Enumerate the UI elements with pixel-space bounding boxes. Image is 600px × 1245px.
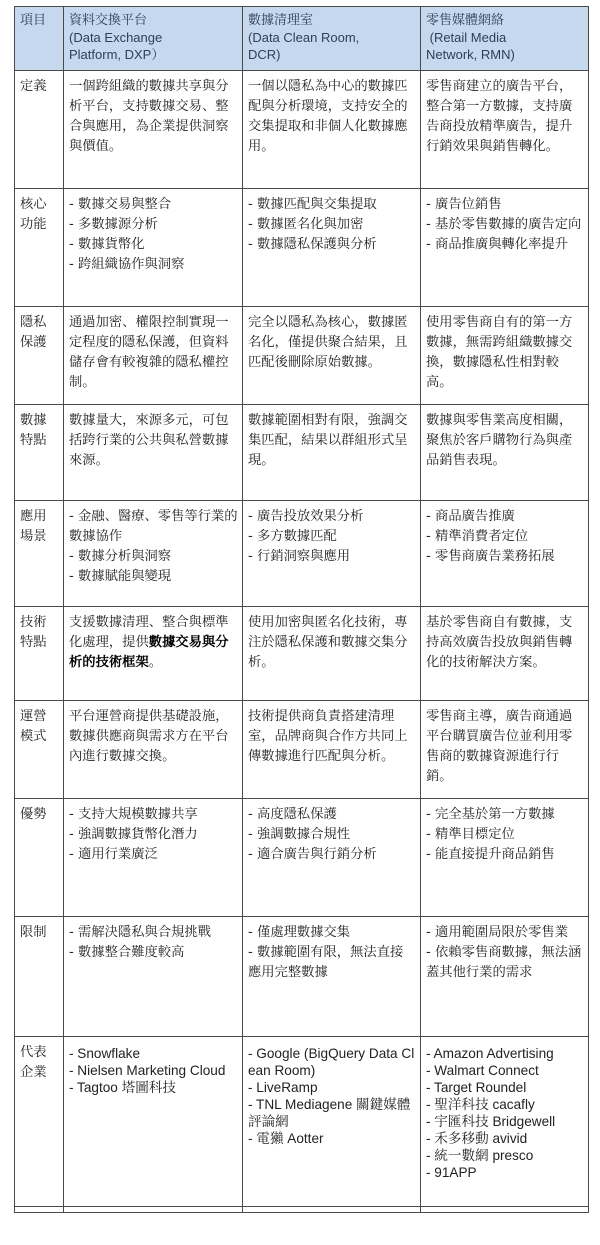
row-tech [15, 607, 589, 701]
header-dxp-cn: 資料交換平台 [69, 13, 148, 28]
row-limits-dxp [64, 917, 243, 1037]
row-operation [15, 701, 589, 799]
list-item: - 聖洋科技 cacafly [426, 1097, 535, 1112]
list-item: - 電獺 Aotter [248, 1131, 324, 1146]
row-advantages-label: 優勢 [15, 799, 64, 917]
list-item: - 數據匿名化與加密 [248, 217, 364, 232]
list-item: - 廣告位銷售 [426, 197, 502, 212]
header-dcr-en2: DCR) [248, 47, 281, 62]
row-privacy-label: 隱私保護 [15, 307, 64, 405]
row-privacy-dcr: 完全以隱私為核心，數據匿名化，僅提供聚合結果，且匹配後刪除原始數據。 [243, 307, 421, 405]
list-item: - 91APP [426, 1165, 477, 1180]
list-item: - 數據整合難度較高 [69, 945, 185, 960]
list-item: - 依賴零售商數據，無法涵蓋其他行業的需求 [426, 945, 582, 980]
row-privacy [15, 307, 589, 405]
list-item: - 金融、醫療、零售等行業的數據協作 [69, 509, 238, 544]
list-item: - 適用行業廣泛 [69, 847, 158, 862]
header-dcr-cn: 數據清理室 [248, 13, 314, 28]
row-definition-dxp: 一個跨組織的數據共享與分析平台，支持數據交易、整合與應用，為企業提供洞察與價值。 [64, 71, 243, 189]
row-core-dxp [64, 189, 243, 307]
list-item: - 強調數據合規性 [248, 827, 351, 842]
row-use-cases-dcr [243, 501, 421, 607]
header-row [15, 7, 589, 71]
list-item: - 行銷洞察與應用 [248, 549, 351, 564]
list-item: - 數據分析與洞察 [69, 549, 172, 564]
empty-cell [243, 1207, 421, 1213]
header-rmn-cn: 零售媒體網絡 [426, 13, 505, 28]
header-dcr [243, 7, 421, 71]
row-data-traits-dcr: 數據範圍相對有限，強調交集匹配，結果以群組形式呈現。 [243, 405, 421, 501]
list-item: - 宇匯科技 Bridgewell [426, 1114, 556, 1129]
list-item: - 零售商廣告業務拓展 [426, 549, 555, 564]
list-item: - LiveRamp [248, 1080, 318, 1095]
empty-cell [15, 1207, 64, 1213]
row-core-dcr [243, 189, 421, 307]
row-use-cases-rmn [421, 501, 589, 607]
row-vendors-dxp [64, 1037, 243, 1207]
row-core-label: 核心功能 [15, 189, 64, 307]
list-item: - Walmart Connect [426, 1063, 539, 1078]
list-item: - 強調數據貨幣化潛力 [69, 827, 198, 842]
header-dxp-en2: Platform, DXP） [69, 47, 165, 62]
row-data-traits-rmn: 數據與零售業高度相關，聚焦於客戶購物行為與產品銷售表現。 [421, 405, 589, 501]
list-item: - 完全基於第一方數據 [426, 807, 555, 822]
row-advantages [15, 799, 589, 917]
row-advantages-dcr [243, 799, 421, 917]
row-core-rmn [421, 189, 589, 307]
row-vendors-rmn [421, 1037, 589, 1207]
row-tech-dcr: 使用加密與匿名化技術，專注於隱私保護和數據交集分析。 [243, 607, 421, 701]
list-item: - 禾多移動 avivid [426, 1131, 528, 1146]
list-item: - 數據隱私保護與分析 [248, 237, 377, 252]
row-advantages-rmn [421, 799, 589, 917]
header-rmn-en2: Network, RMN) [426, 47, 515, 62]
list-item: - 能直接提升商品銷售 [426, 847, 555, 862]
row-empty [15, 1207, 589, 1213]
list-item: - Snowflake [69, 1046, 141, 1061]
list-item: - Nielsen Marketing Cloud [69, 1063, 226, 1078]
list-item: - Amazon Advertising [426, 1046, 554, 1061]
row-limits-rmn [421, 917, 589, 1037]
list-item: - 精準消費者定位 [426, 529, 529, 544]
row-tech-rmn: 基於零售商自有數據，支持高效廣告投放與銷售轉化的技術解決方案。 [421, 607, 589, 701]
tech-dxp-emphasis: 數據交易與分析的技術框架 [69, 635, 229, 670]
header-item-label: 項目 [20, 13, 47, 28]
row-use-cases-dxp [64, 501, 243, 607]
row-use-cases [15, 501, 589, 607]
row-data-traits-dxp: 數據量大，來源多元，可包括跨行業的公共與私營數據來源。 [64, 405, 243, 501]
row-definition-dcr: 一個以隱私為中心的數據匹配與分析環境，支持安全的交集提取和非個人化數據應用。 [243, 71, 421, 189]
list-item: - 高度隱私保護 [248, 807, 337, 822]
list-item: - 多方數據匹配 [248, 529, 337, 544]
list-item: - 數據範圍有限，無法直接應用完整數據 [248, 945, 404, 980]
list-item: - 適合廣告與行銷分析 [248, 847, 377, 862]
list-item: - 基於零售數據的廣告定向 [426, 217, 582, 232]
row-definition [15, 71, 589, 189]
list-item: - 適用範圍局限於零售業 [426, 925, 568, 940]
row-definition-rmn: 零售商建立的廣告平台，整合第一方數據，支持廣告商投放精準廣告，提升行銷效果與銷售轉化。 [421, 71, 589, 189]
list-item: - 僅處理數據交集 [248, 925, 351, 940]
row-limits-dcr [243, 917, 421, 1037]
row-operation-dxp: 平台運營商提供基礎設施，數據供應商與需求方在平台內進行數據交換。 [64, 701, 243, 799]
row-data-traits [15, 405, 589, 501]
header-rmn [421, 7, 589, 71]
list-item: - 需解決隱私與合規挑戰 [69, 925, 211, 940]
list-item: - 數據匹配與交集提取 [248, 197, 377, 212]
list-item: - 數據貨幣化 [69, 237, 145, 252]
list-item: - 統一數網 presco [426, 1148, 534, 1163]
list-item: - 商品推廣與轉化率提升 [426, 237, 568, 252]
row-limits-label: 限制 [15, 917, 64, 1037]
list-item: - Tagtoo 塔圖科技 [69, 1080, 177, 1095]
list-item: - 跨組織協作與洞察 [69, 257, 185, 272]
row-tech-label: 技術特點 [15, 607, 64, 701]
header-item [15, 7, 64, 71]
row-tech-dxp [64, 607, 243, 701]
row-operation-dcr: 技術提供商負責搭建清理室，品牌商與合作方共同上傳數據進行匹配與分析。 [243, 701, 421, 799]
list-item: - 支持大規模數據共享 [69, 807, 198, 822]
list-item: - Target Roundel [426, 1080, 527, 1095]
list-item: - 廣告投放效果分析 [248, 509, 364, 524]
row-use-cases-label: 應用場景 [15, 501, 64, 607]
row-privacy-dxp: 通過加密、權限控制實現一定程度的隱私保護，但資料儲存會有較複雜的隱私權控制。 [64, 307, 243, 405]
list-item: - 數據賦能與變現 [69, 569, 172, 584]
list-item: - Google (BigQuery Data Clean Room) [248, 1046, 415, 1078]
row-advantages-dxp [64, 799, 243, 917]
tech-dxp-text: 支援數據清理、整合與標準化處理，提供 [69, 615, 229, 650]
row-operation-label: 運營模式 [15, 701, 64, 799]
list-item: - TNL Mediagene 關鍵媒體評論網 [248, 1097, 411, 1129]
row-definition-label: 定義 [15, 71, 64, 189]
row-data-traits-label: 數據特點 [15, 405, 64, 501]
tech-dxp-end: 。 [148, 655, 163, 670]
header-rmn-en1: (Retail Media [426, 30, 507, 45]
list-item: - 數據交易與整合 [69, 197, 172, 212]
row-vendors [15, 1037, 589, 1207]
comparison-table [14, 6, 589, 1213]
row-privacy-rmn: 使用零售商自有的第一方數據，無需跨組織數據交換，數據隱私性相對較高。 [421, 307, 589, 405]
empty-cell [421, 1207, 589, 1213]
header-dcr-en1: (Data Clean Room, [248, 30, 360, 45]
row-limits [15, 917, 589, 1037]
row-core [15, 189, 589, 307]
list-item: - 多數據源分析 [69, 217, 158, 232]
empty-cell [64, 1207, 243, 1213]
row-vendors-dcr [243, 1037, 421, 1207]
row-operation-rmn: 零售商主導，廣告商通過平台購買廣告位並利用零售商的數據資源進行行銷。 [421, 701, 589, 799]
row-vendors-label: 代表企業 [15, 1037, 64, 1207]
list-item: - 精準目標定位 [426, 827, 515, 842]
header-dxp [64, 7, 243, 71]
list-item: - 商品廣告推廣 [426, 509, 515, 524]
header-dxp-en1: (Data Exchange [69, 30, 163, 45]
